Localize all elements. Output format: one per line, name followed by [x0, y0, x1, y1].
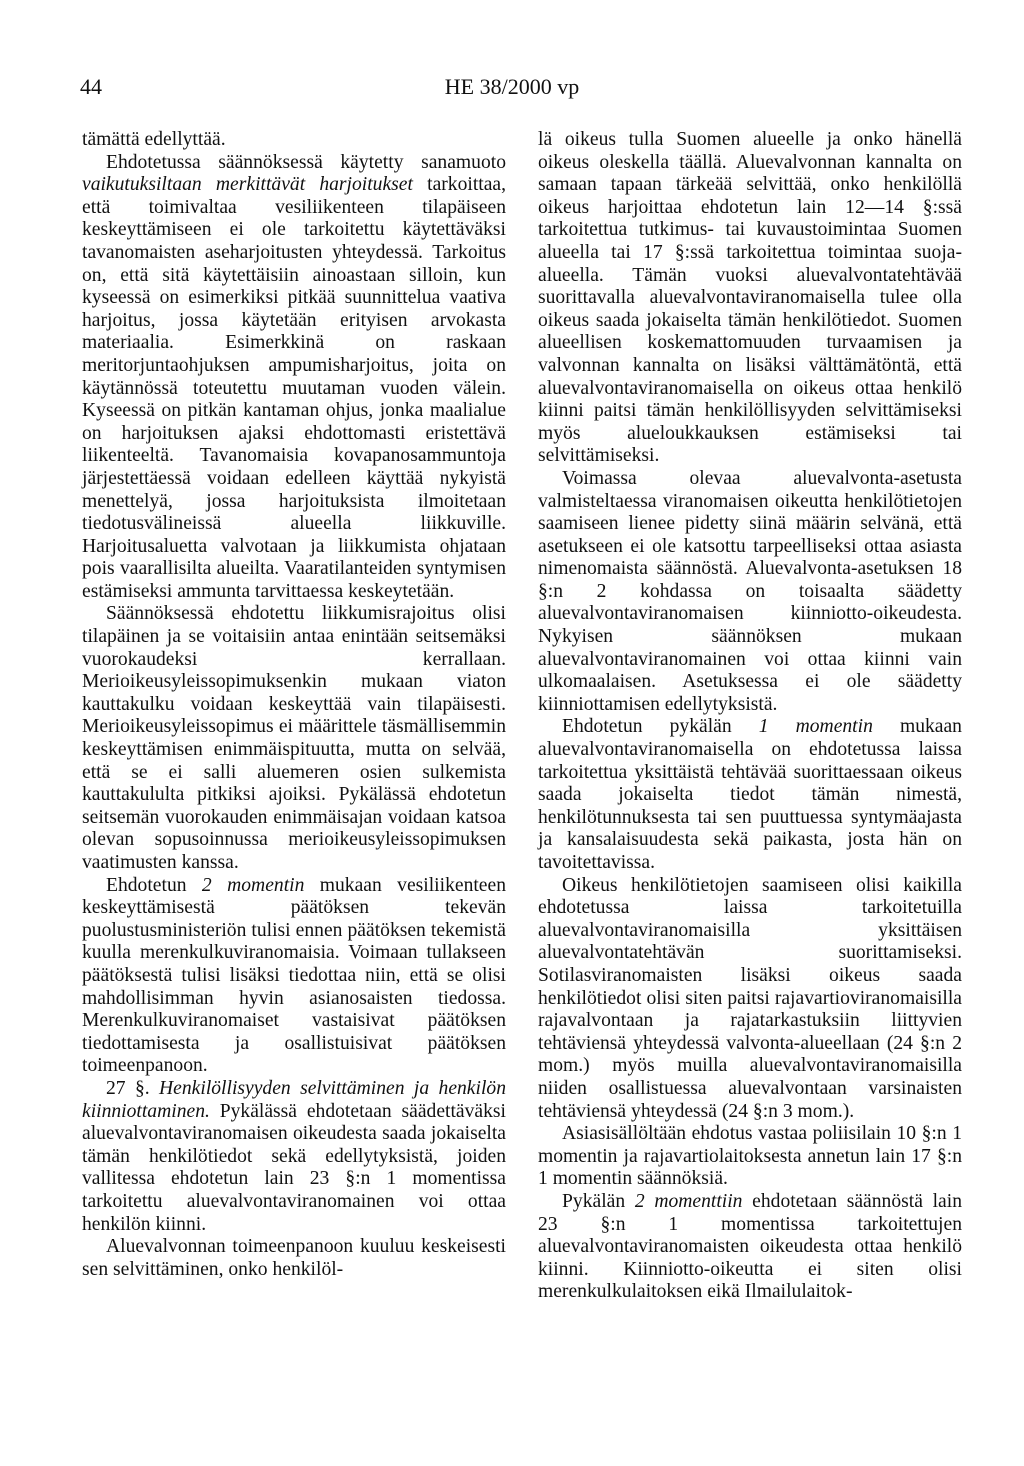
- emphasis: 2 momenttiin: [634, 1190, 743, 1212]
- paragraph: [82, 1078, 506, 1236]
- right-column: [538, 129, 962, 1304]
- paragraph: Säännöksessä ehdotettu liikkumisrajoitus olisi tilapäinen ja se voitaisiin antaa enintään seitsemäksi vuorokaudeksi kerrallaan. Merioikeusyleissopimuksenkin mukaan viaton kauttakulku voidaan keskeyttää vain tilapäisesti. Merioikeusyleissopimus ei määrittele täsmällisemmin keskeyttämisen enimmäispituutta, mutta on selvää, että se ei salli aluemeren osien sulkemista kauttakululta pitkiksi ajoiksi. Pykälässä ehdotetun seitsemän vuorokauden enimmäisajan voidaan katsoa olevan sopusoinnussa merioikeusyleissopimuksen vaatimusten kanssa.: [82, 603, 506, 873]
- text-run: Pykälässä ehdotetaan säädettäväksi aluevalvontaviranomaisen oikeudesta saada jokaiselta tämän henkilötiedot sekä edellytyksistä, joiden vallitessa ehdotetun lain 23 §:n 1 momentissa tarkoitettu aluevalvontaviranomainen voi ottaa henkilön kiinni.: [82, 1100, 506, 1235]
- paragraph: [538, 1191, 962, 1304]
- text-run: 27 §.: [106, 1077, 160, 1099]
- emphasis: 2 momentin: [201, 874, 305, 896]
- text-run: Ehdotetun pykälän: [562, 716, 759, 738]
- paragraph: Voimassa olevaa aluevalvonta-asetusta valmisteltaessa viranomaisen oikeutta henkilötietojen saamiseen lienee pidetty siinä määrin selvänä, että asetukseen ei ole katsottu tarpeelliseksi ottaa asiasta nimenomaista säännöstä. Aluevalvonta-asetuksen 18 §:n 2 kohdassa on toisaalta säädetty aluevalvontaviranomaisen kiinniotto-oikeudesta. Nykyisen säännöksen mukaan aluevalvontaviranomainen voi ottaa kiinni vain ulkomaalaisen. Asetuksessa ei ole säädetty kiinniottamisen edellytyksistä.: [538, 467, 962, 715]
- paragraph: Aluevalvonnan toimeenpanoon kuuluu keskeisesti sen selvittäminen, onko henkilöl-: [82, 1236, 506, 1280]
- paragraph: [538, 716, 962, 874]
- page-number: 44: [80, 74, 102, 99]
- paragraph: Oikeus henkilötietojen saamiseen olisi kaikilla ehdotetussa laissa tarkoitetuilla aluevalvontaviranomaisilla yksittäisen aluevalvontatehtävän suorittamiseksi. Sotilasviranomaisten lisäksi oikeus saada henkilötiedot olisi siten paitsi rajavartioviranomaisilla rajavalvontaan ja rajatarkastuksiin liittyvien tehtäviensä yhteydessä valvonta-alueellaan (24 §:n 2 mom.) myös muilla aluevalvontaviranomaisilla niiden osallistuessa aluevalvontaan varsinaisten tehtäviensä yhteydessä (24 §:n 3 mom.).: [538, 874, 962, 1122]
- paragraph: Asiasisällöltään ehdotus vastaa poliisilain 10 §:n 1 momentin ja rajavartiolaitoksesta annetun lain 17 §:n 1 momentin säännöksiä.: [538, 1123, 962, 1190]
- text-run: mukaan aluevalvontaviranomaisella on ehdotetussa laissa tarkoitettua yksittäistä tehtävää suorittaessaan oikeus saada jokaiselta tiedot tämän nimestä, henkilötunnuksesta tai sen puuttuessa syntymäajasta ja kansalaisuudesta sekä paikasta, josta hän on tavoitettavissa.: [538, 716, 962, 873]
- text-run: Pykälän: [562, 1190, 635, 1212]
- left-column: [82, 129, 506, 1281]
- emphasis: Henkilöllisyyden selvittäminen ja henkilön kiinniottaminen.: [82, 1077, 506, 1122]
- text-run: Ehdotetussa säännöksessä käytetty sanamuoto: [106, 151, 506, 173]
- text-run: ehdotetaan säännöstä lain 23 §:n 1 momentissa tarkoitettujen aluevalvontaviranomaisten oikeudesta ottaa henkilö kiinni. Kiinniotto-oikeutta ei siten olisi merenkulkulaitoksen eikä Ilmailulaitok-: [538, 1190, 962, 1303]
- emphasis: 1 momentin: [758, 716, 873, 738]
- text-run: mukaan vesiliikenteen keskeyttämisestä päätöksen tekevän puolustusministeriön tulisi ennen päätöksen tekemistä kuulla merenkulkuviranomaisia. Voimaan tullakseen päätöksestä tulisi lisäksi tiedottaa niin, että se olisi mahdollisimman hyvin asianosaisten tiedossa. Merenkulkuviranomaiset vastaisivat päätöksen tiedottamisesta ja osallistuisivat päätöksen toimeenpanoon.: [82, 874, 506, 1077]
- text-run: tarkoittaa, että toimivaltaa vesiliikenteen tilapäiseen keskeyttämiseen ei ole tarkoitettu käytettäväksi tavanomaisten aseharjoitusten yhteydessä. Tarkoitus on, että sitä käytettäisiin ainoastaan silloin, kun kyseessä on esimerkiksi pitkää suunnittelua vaativa harjoitus, jossa käytetään erityisen arvokasta materiaalia. Esimerkkinä on raskaan meritorjuntaohjuksen ampumisharjoitus, joita on käytännössä toteutettu muutaman vuoden välein. Kyseessä on pitkän kantaman ohjus, jonka maalialue on harjoituksen ajaksi ehdottomasti eristettävä liikenteeltä. Tavanomaisia kovapanosammuntoja järjestettäessä voidaan edelleen käyttää nykyistä menettelyä, jossa harjoituksista ilmoitetaan tiedotusvälineissä alueella liikkuville. Harjoitusaluetta valvotaan ja liikkumista ohjataan pois vaarallisilta alueilta. Vaaratilanteiden syntymisen estämiseksi ammunta tarvittaessa keskeytetään.: [82, 174, 507, 602]
- paragraph: [82, 152, 506, 604]
- emphasis: vaikutuksiltaan merkittävät harjoitukset: [82, 174, 413, 196]
- running-title: HE 38/2000 vp: [444, 74, 580, 99]
- page-header: [0, 74, 1024, 104]
- paragraph: lä oikeus tulla Suomen alueelle ja onko hänellä oikeus oleskella täällä. Aluevalvonnan kannalta on samaan tapaan tärkeää selvittää, onko henkilöllä oikeus harjoittaa ehdotetun lain 12—14 §:ssä tarkoitettua tutkimus- tai kuvaustoimintaa Suomen alueella tai 17 §:ssä tarkoitettua toimintaa suoja-alueella. Tämän vuoksi aluevalvontatehtävää suorittavalla aluevalvontaviranomaisella tulee olla oikeus saada jokaiselta tämän henkilötiedot. Suomen alueellisen koskemattomuuden turvaamisen ja valvonnan kannalta on lisäksi välttämätöntä, että aluevalvontaviranomaisella on oikeus ottaa henkilö kiinni paitsi tämän henkilöllisyyden selvittämiseksi myös alueloukkauksen estämiseksi tai selvittämiseksi.: [538, 129, 962, 467]
- text-run: Ehdotetun: [106, 874, 202, 896]
- paragraph: [82, 875, 506, 1078]
- paragraph: tämättä edellyttää.: [82, 129, 226, 150]
